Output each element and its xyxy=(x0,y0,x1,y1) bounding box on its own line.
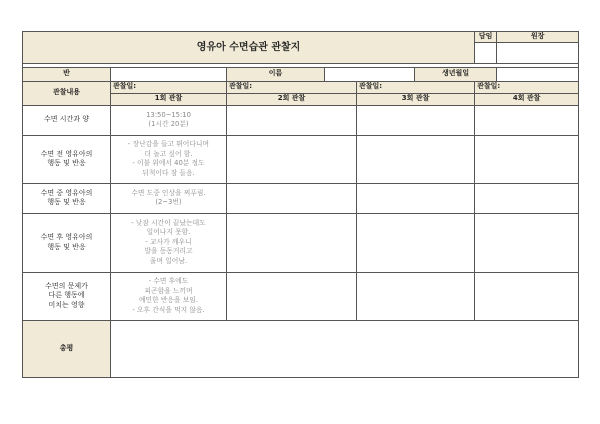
birth-field[interactable] xyxy=(497,67,579,81)
example-line: 뒤척이다 잠 들음. xyxy=(142,168,195,177)
session-2-cell[interactable] xyxy=(227,135,357,183)
example-line: (1시간 20분) xyxy=(148,120,189,128)
example-line: - 낮잠 시간이 끝났는데도 xyxy=(131,218,206,227)
row-label-line: 수면 중 영유아의 xyxy=(40,188,93,197)
date-label-2[interactable]: 관찰일: xyxy=(227,81,357,93)
example-cell xyxy=(111,105,227,135)
row-label-line: 수면의 문제가 xyxy=(45,281,88,290)
session-2-cell[interactable] xyxy=(227,105,357,135)
session-3-cell[interactable] xyxy=(357,135,475,183)
example-line: - 교사가 깨우니 xyxy=(145,237,192,246)
session-4-cell[interactable] xyxy=(475,272,579,320)
example-line: (2~3번) xyxy=(155,198,182,206)
signature-teacher-box[interactable] xyxy=(475,42,497,63)
session-3-cell[interactable] xyxy=(357,183,475,213)
session-3-header: 3회 관찰 xyxy=(357,93,475,105)
session-4-header: 4회 관찰 xyxy=(475,93,579,105)
example-cell xyxy=(111,272,227,320)
example-line: - 수면 후에도 xyxy=(148,277,189,285)
example-line: 발을 동동거리고 xyxy=(144,247,193,256)
summary-field[interactable] xyxy=(111,320,579,377)
form-title: 영유아 수면습관 관찰지 xyxy=(23,32,475,64)
row-label-line: 미치는 영향 xyxy=(48,300,85,309)
row-label-line: 수면 전 영유아의 xyxy=(40,149,93,158)
date-label-4[interactable]: 관찰일: xyxy=(475,81,579,93)
example-cell xyxy=(111,183,227,213)
example-line: 수면 도중 인상을 찌푸림. xyxy=(131,188,206,197)
table-row xyxy=(23,183,579,213)
example-line: 울며 일어남. xyxy=(149,256,188,265)
example-line: 13:50~15:10 xyxy=(146,110,191,119)
row-label-line: 다른 행동에 xyxy=(48,291,85,300)
row-label xyxy=(23,213,111,272)
session-1-header: 1회 관찰 xyxy=(111,93,227,105)
example-line: 예민한 반응을 보임. xyxy=(138,296,198,304)
session-4-cell[interactable] xyxy=(475,135,579,183)
class-field[interactable] xyxy=(111,67,227,81)
row-label-line: 행동 및 반응 xyxy=(47,242,86,251)
session-3-cell[interactable] xyxy=(357,213,475,272)
example-line: 더 놀고 싶어 함. xyxy=(144,149,193,158)
table-row xyxy=(23,105,579,135)
session-2-cell[interactable] xyxy=(227,213,357,272)
example-line: 피곤함을 느끼며 xyxy=(144,286,193,295)
table-row xyxy=(23,213,579,272)
signature-director-label: 원장 xyxy=(497,32,579,43)
example-line: - 장난감을 들고 뛰어다니며 xyxy=(127,140,210,148)
class-label: 반 xyxy=(23,67,111,81)
content-label: 관찰내용 xyxy=(23,81,111,105)
example-line: 일어나지 못함. xyxy=(146,228,191,237)
session-4-cell[interactable] xyxy=(475,213,579,272)
session-2-cell[interactable] xyxy=(227,183,357,213)
row-label-line: 행동 및 반응 xyxy=(47,198,86,206)
row-label xyxy=(23,183,111,213)
row-label-line: 수면 후 영유아의 xyxy=(40,233,93,241)
session-4-cell[interactable] xyxy=(475,183,579,213)
session-2-header: 2회 관찰 xyxy=(227,93,357,105)
example-line: - 이불 위에서 40분 정도 xyxy=(132,159,205,167)
observation-form xyxy=(22,31,579,378)
row-label xyxy=(23,105,111,135)
row-label-line: 수면 시간과 양 xyxy=(43,115,90,124)
name-label: 이름 xyxy=(227,67,325,81)
signature-director-box[interactable] xyxy=(497,42,579,63)
date-label-3[interactable]: 관찰일: xyxy=(357,81,475,93)
table-row xyxy=(23,272,579,320)
example-cell xyxy=(111,135,227,183)
session-3-cell[interactable] xyxy=(357,272,475,320)
table-row xyxy=(23,135,579,183)
example-cell xyxy=(111,213,227,272)
row-label xyxy=(23,272,111,320)
example-line: - 오후 간식을 먹지 않음. xyxy=(132,305,205,314)
row-label xyxy=(23,135,111,183)
signature-teacher-label: 담임 xyxy=(475,32,497,43)
session-2-cell[interactable] xyxy=(227,272,357,320)
session-3-cell[interactable] xyxy=(357,105,475,135)
session-4-cell[interactable] xyxy=(475,105,579,135)
birth-label: 생년월일 xyxy=(415,67,497,81)
summary-label: 총평 xyxy=(23,320,111,377)
date-label-1[interactable]: 관찰일: xyxy=(111,81,227,93)
name-field[interactable] xyxy=(325,67,415,81)
row-label-line: 행동 및 반응 xyxy=(47,159,86,167)
